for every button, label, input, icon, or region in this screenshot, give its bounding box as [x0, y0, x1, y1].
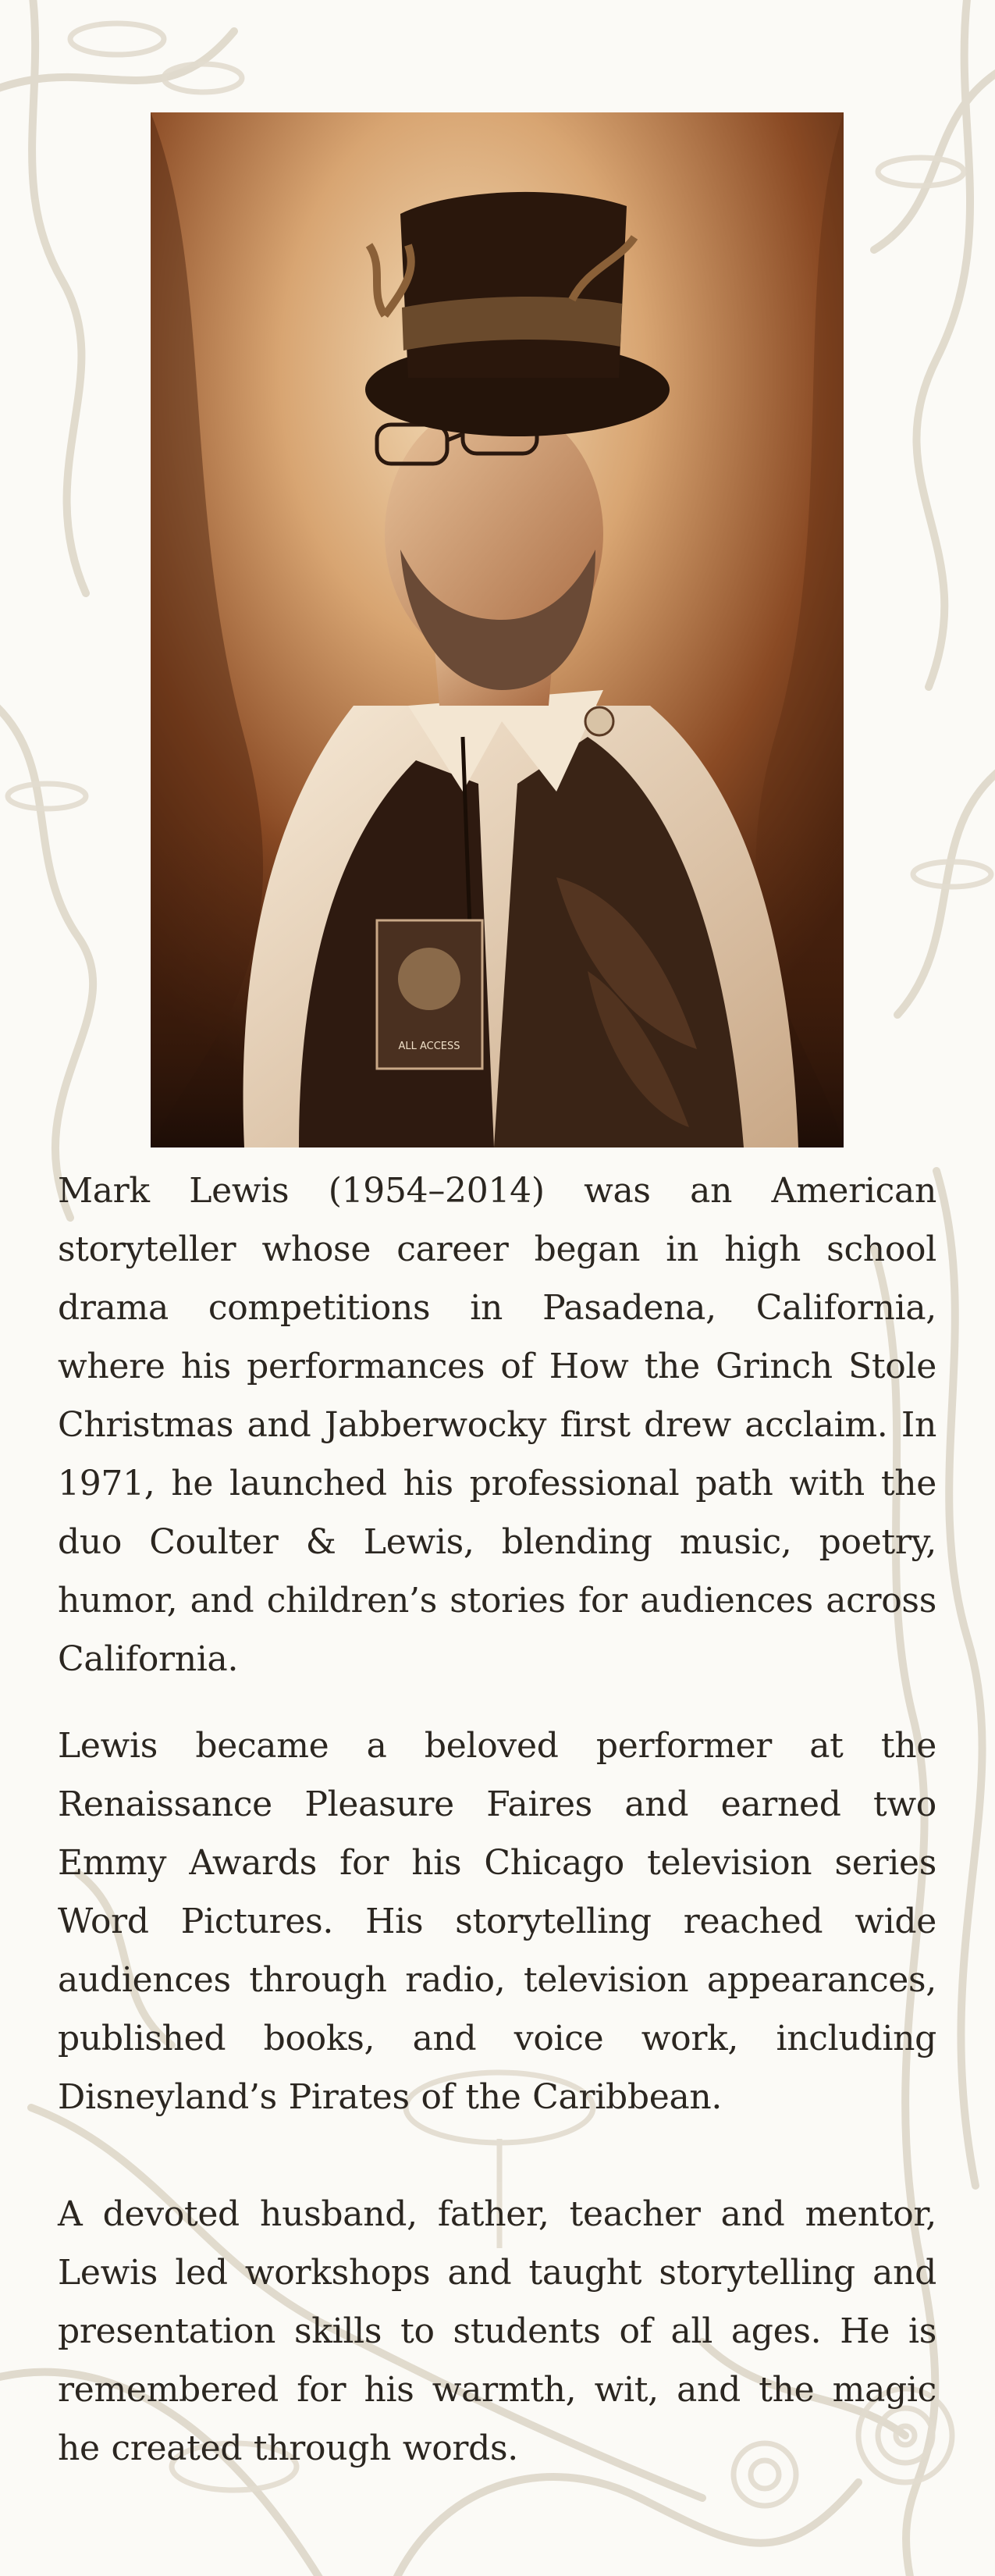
bio-paragraph-2: Lewis became a beloved performer at the Renaissance Pleasure Faires and earned two Emmy Awards for his Chicago television series Word Pictures. His storytelling reached wide audiences through radio, television appearances, published books, and voice work, including Disneyland’s Pirates of the Caribbean. [58, 1726, 936, 2117]
biography [58, 1162, 936, 2478]
bio-paragraph-1: Mark Lewis (1954–2014) was an American storyteller whose career began in high school drama competitions in Pasadena, California, where his performances of How the Grinch Stole Christmas and Jabberwocky first drew acclaim. In 1971, he launched his professional path with the duo Coulter & Lewis, blending music, poetry, humor, and children’s stories for audiences across California. [58, 1171, 936, 1679]
portrait-photo [151, 112, 844, 1147]
bio-paragraph-3: A devoted husband, father, teacher and mentor, Lewis led workshops and taught storytelling and presentation skills to students of all ages. He is remembered for his warmth, wit, and the magic he created through words. [58, 2194, 936, 2468]
badge-text: ALL ACCESS [398, 1041, 460, 1052]
